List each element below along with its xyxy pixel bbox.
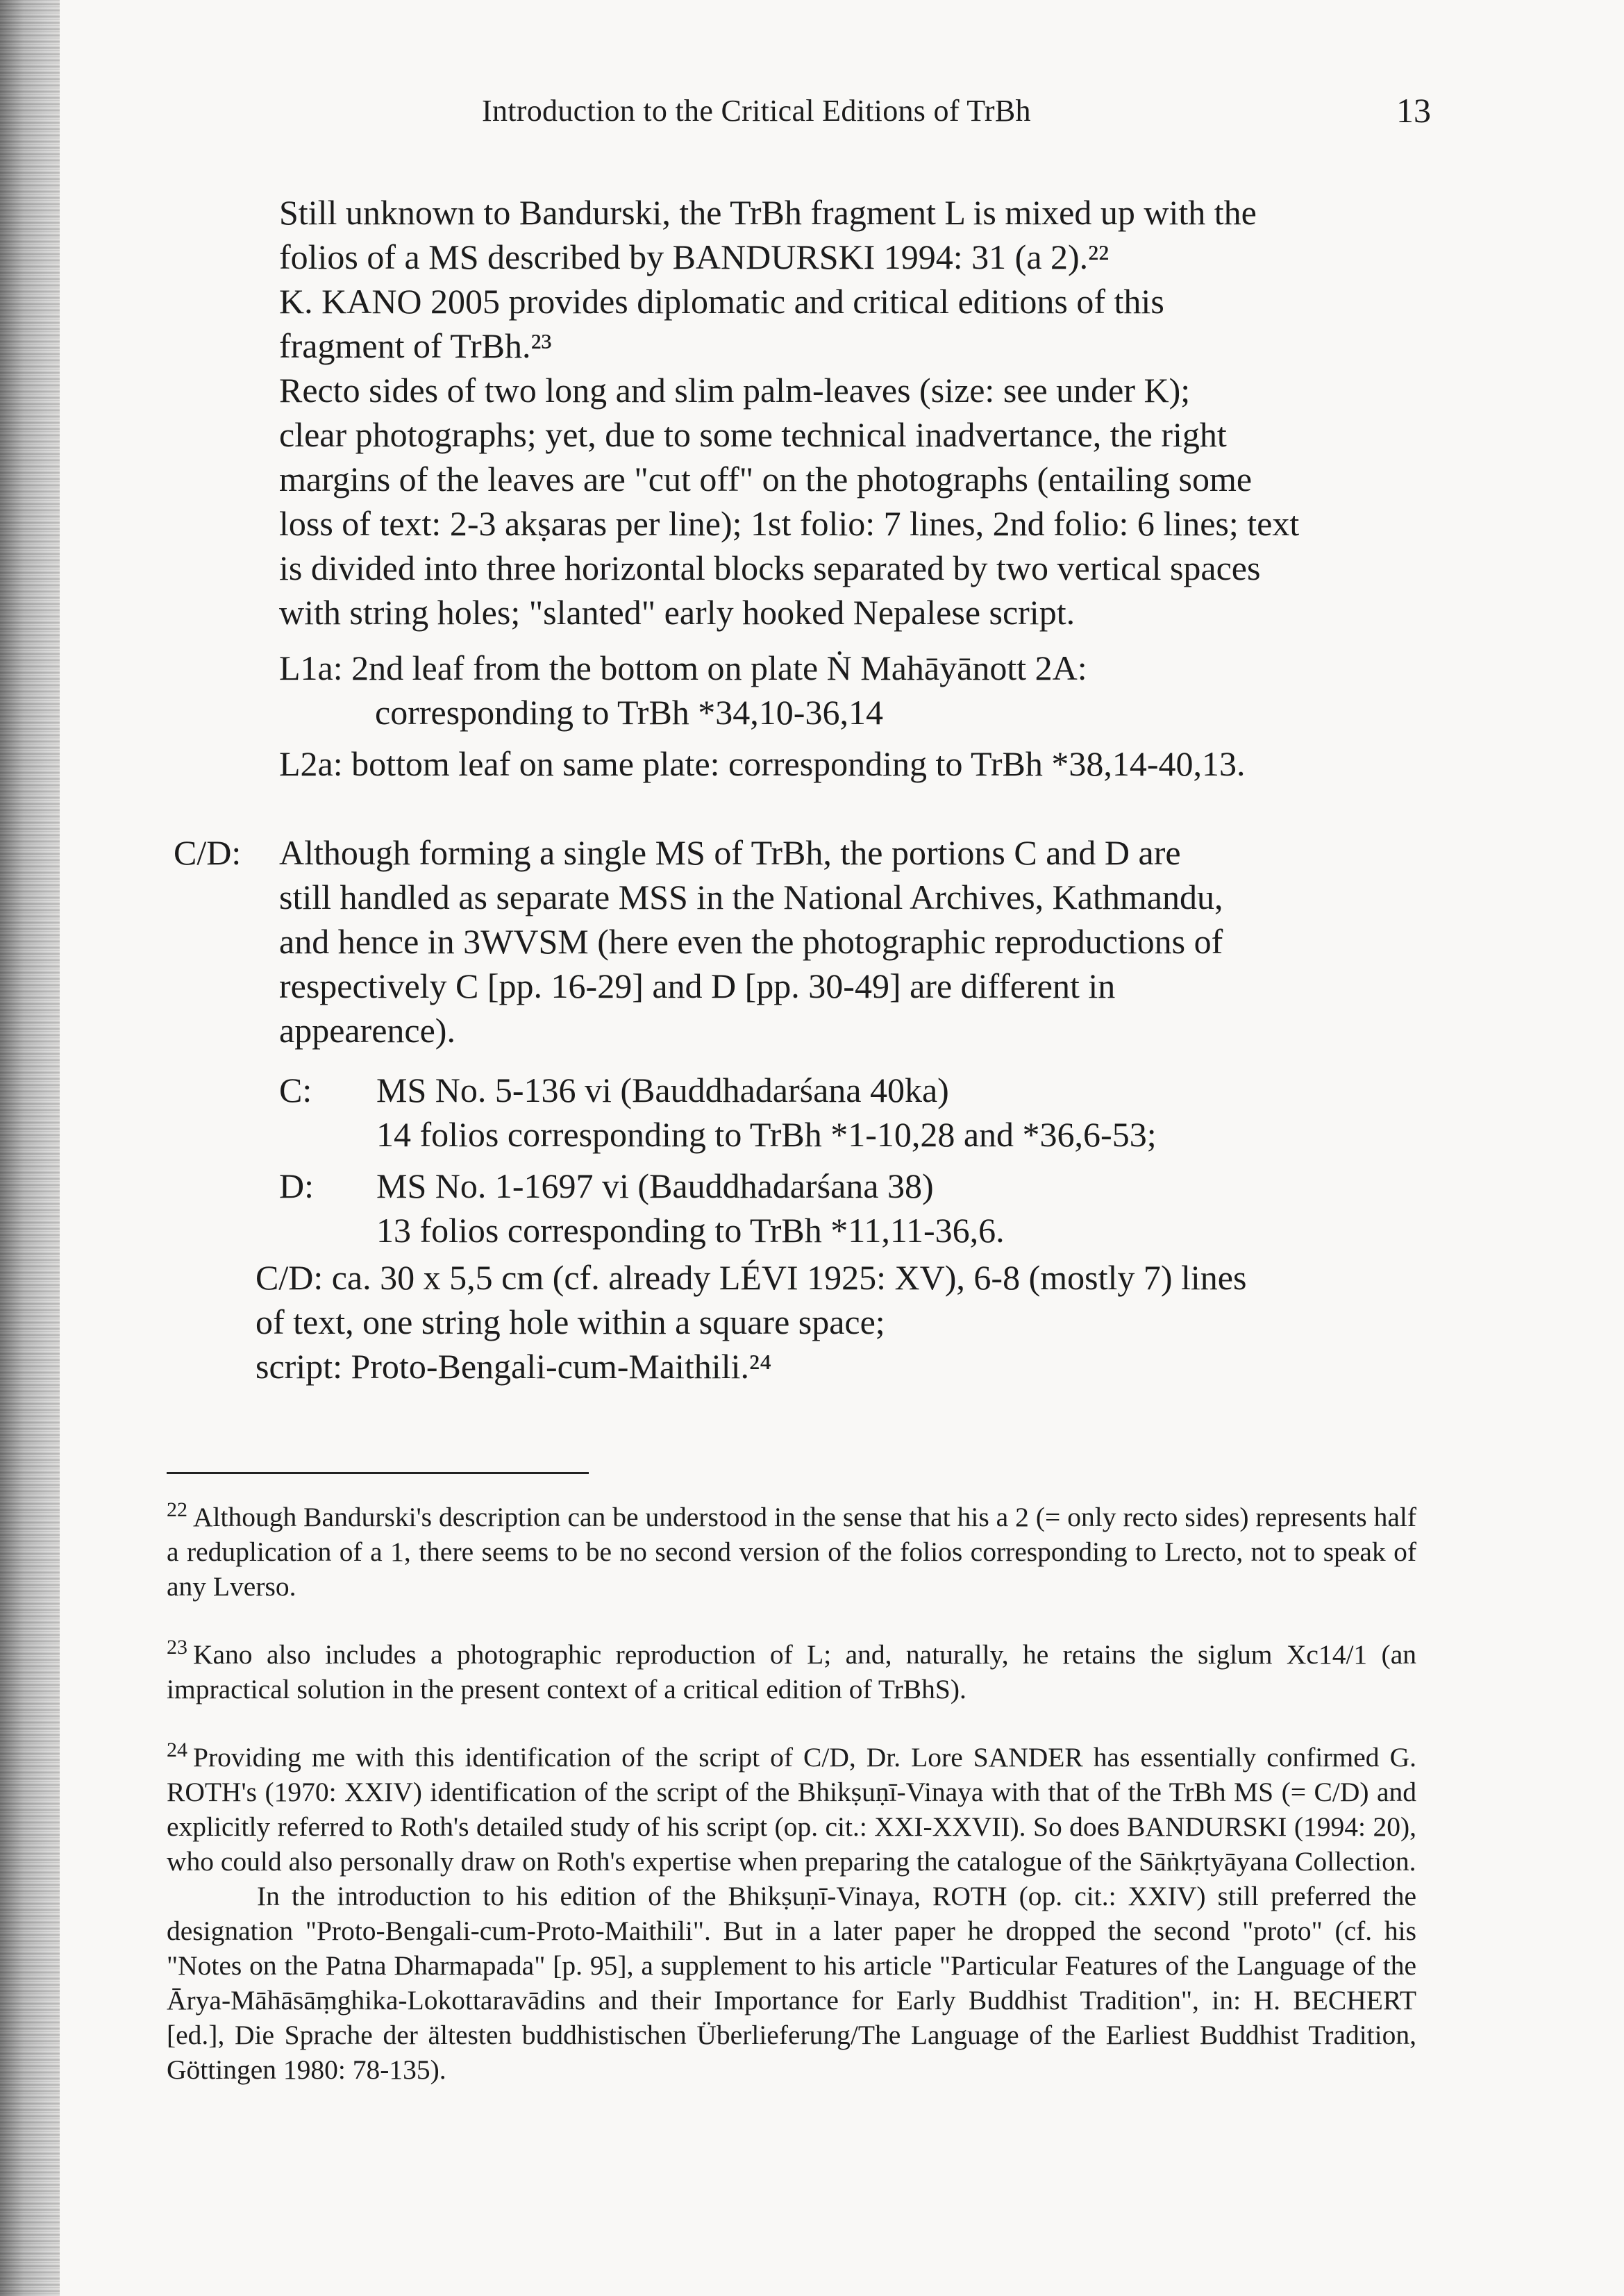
text-line: of text, one string hole within a square space; [256, 1302, 885, 1341]
text-line: Recto sides of two long and slim palm-leaves (size: see under K); [279, 371, 1191, 410]
leaf-l1a-line: L1a: 2nd leaf from the bottom on plate Ṅ Mahāyānott 2A: [279, 648, 1087, 687]
footnote-24 [167, 1733, 1416, 2087]
footnote-text: Although Bandurski's description can be understood in the sense that his a 2 (= only recto sides) represents half a reduplication of a 1, there seems to be no second version of the folios corresponding to Lrecto, not to speak of any Lverso. [167, 1502, 1416, 1602]
text-line: appearence). [279, 1011, 455, 1050]
text-line: still handled as separate MSS in the National Archives, Kathmandu, [279, 878, 1223, 916]
footnote-text: Kano also includes a photographic reproduction of L; and, naturally, he retains the siglum Xc14/1 (an impractical solution in the present context of a critical edition of TrBhS). [167, 1639, 1416, 1704]
section-l-text [279, 190, 1299, 635]
c-label: C: [279, 1071, 312, 1109]
leaf-l2a [279, 741, 1245, 786]
d-line: MS No. 1-1697 vi (Bauddhadarśana 38) [376, 1166, 934, 1205]
footnote-23 [167, 1630, 1416, 1707]
page-number: 13 [1396, 91, 1431, 130]
section-cd-label: C/D: [174, 833, 242, 872]
d-line: 13 folios corresponding to TrBh *11,11-36,6. [376, 1211, 1005, 1250]
c-line: MS No. 5-136 vi (Bauddhadarśana 40ka) [376, 1071, 949, 1109]
text-line: K. KANO 2005 provides diplomatic and critical editions of this [279, 282, 1164, 321]
footnote-number: 24 [167, 1738, 187, 1761]
text-line: is divided into three horizontal blocks separated by two vertical spaces [279, 548, 1261, 587]
leaf-l2a-line: L2a: bottom leaf on same plate: corresponding to TrBh *38,14-40,13. [279, 744, 1246, 783]
footnote-22 [167, 1493, 1416, 1604]
c-line: 14 folios corresponding to TrBh *1-10,28 and *36,6-53; [376, 1115, 1157, 1154]
text-line: fragment of TrBh.²³ [279, 326, 552, 365]
section-cd-text [279, 830, 1223, 1053]
leaf-l1a [279, 646, 1087, 735]
running-header: Introduction to the Critical Editions of TrBh [482, 94, 1031, 128]
text-line: C/D: ca. 30 x 5,5 cm (cf. already LÉVI 1925: XV), 6-8 (mostly 7) lines [256, 1258, 1247, 1297]
text-line: and hence in 3WVSM (here even the photographic reproductions of [279, 922, 1223, 961]
d-description [376, 1164, 1005, 1252]
text-line: folios of a MS described by BANDURSKI 1994: 31 (a 2).²² [279, 237, 1110, 276]
text-line: respectively C [pp. 16-29] and D [pp. 30-49] are different in [279, 966, 1116, 1005]
footnote-text: Providing me with this identification of the script of C/D, Dr. Lore SANDER has essentially confirmed G. ROTH's (1970: XXIV) identification of the script of the Bhikṣuṇī-Vinaya with that of the TrBh MS (= C/D) and explicitly referred to Roth's detailed study of his script (op. cit.: XXI-XXVII). So does BANDURSKI (1994: 20), who could also personally draw on Roth's expertise when preparing the catalogue of the Sāṅkṛtyāyana Collection. [167, 1742, 1416, 1877]
text-line: with string holes; "slanted" early hooked Nepalese script. [279, 593, 1075, 632]
text-line: clear photographs; yet, due to some technical inadvertance, the right [279, 415, 1227, 454]
cd-physical-description [256, 1255, 1246, 1389]
text-line: Although forming a single MS of TrBh, the portions C and D are [279, 833, 1181, 872]
text-line: script: Proto-Bengali-cum-Maithili.²⁴ [256, 1347, 772, 1386]
text-line: loss of text: 2-3 akṣaras per line); 1st folio: 7 lines, 2nd folio: 6 lines; text [279, 504, 1300, 543]
footnote-separator [167, 1472, 589, 1474]
text-line: margins of the leaves are "cut off" on the photographs (entailing some [279, 460, 1253, 498]
leaf-l1a-line: corresponding to TrBh *34,10-36,14 [375, 693, 883, 732]
d-label: D: [279, 1166, 314, 1205]
footnote-number: 22 [167, 1498, 187, 1521]
footnote-24-paragraph-2: In the introduction to his edition of the Bhikṣuṇī-Vinaya, ROTH (op. cit.: XXIV) still preferred the designation "Proto-Bengali-cum-Proto-Maithili". But in a later paper he dropped the second "proto" (cf. his "Notes on the Patna Dharmapada" [p. 95], a supplement to his article "Particular Features of the Language of the Ārya-Māhāsāṃghika-Lokottaravādins and their Importance for Early Buddhist Tradition", in: H. BECHERT [ed.], Die Sprache der ältesten buddhistischen Überlieferung/The Language of the Earliest Buddhist Tradition, Göttingen 1980: 78-135). [167, 1881, 1416, 2085]
c-description [376, 1068, 1157, 1157]
footnote-number: 23 [167, 1636, 187, 1659]
text-line: Still unknown to Bandurski, the TrBh fragment L is mixed up with the [279, 193, 1257, 232]
book-binding-shadow [0, 0, 60, 2296]
